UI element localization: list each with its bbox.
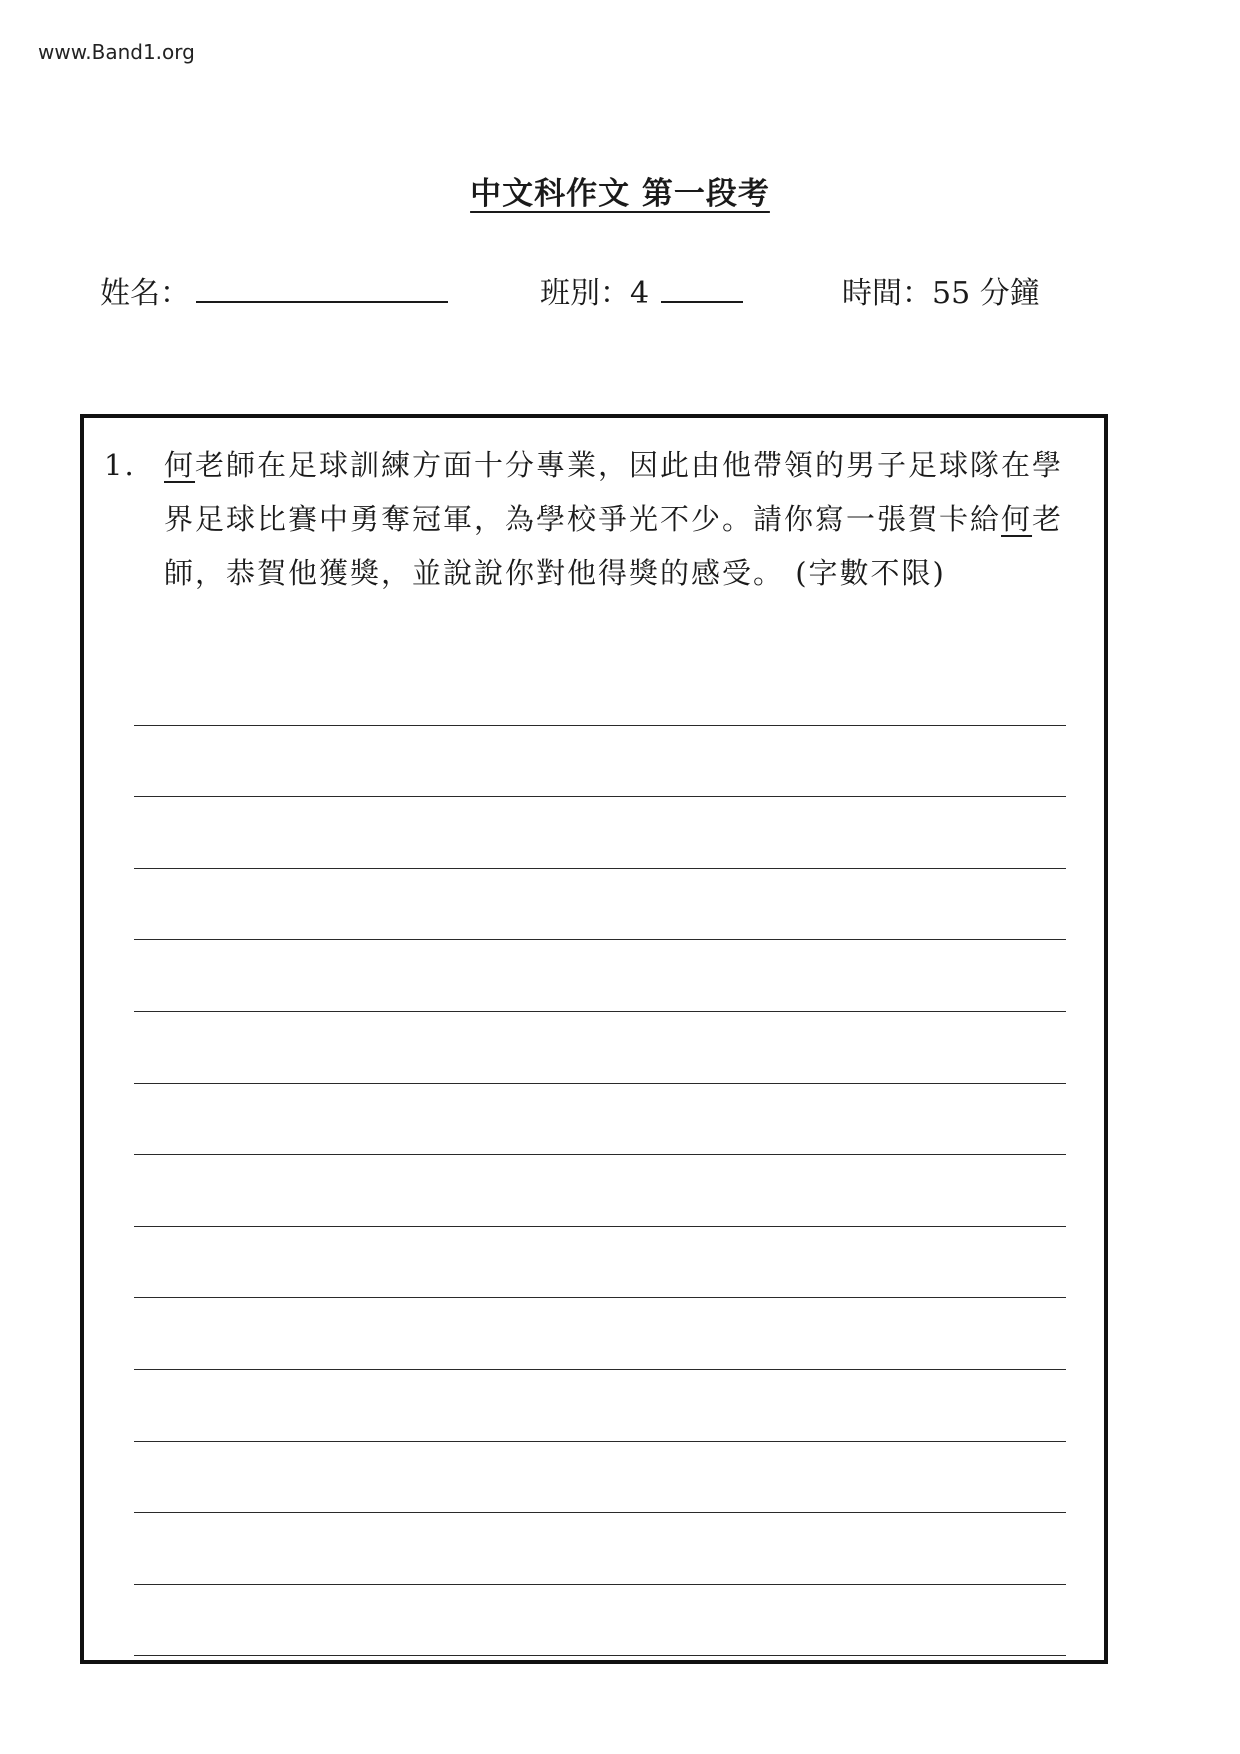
writing-line[interactable] bbox=[134, 797, 1066, 869]
question-box bbox=[80, 414, 1108, 1664]
class-field bbox=[540, 268, 743, 312]
writing-line[interactable] bbox=[134, 940, 1066, 1012]
writing-line[interactable] bbox=[134, 1370, 1066, 1442]
writing-line[interactable] bbox=[134, 1298, 1066, 1370]
writing-line[interactable] bbox=[134, 1227, 1066, 1299]
question-text-part1: 老師在足球訓練方面十分專業，因此由他帶領的男子足球隊在學界足球比賽中勇奪冠軍，為學校爭光不少。請你寫一張賀卡給 bbox=[164, 448, 1064, 536]
writing-line[interactable] bbox=[134, 1513, 1066, 1585]
teacher-surname: 何 bbox=[164, 448, 196, 482]
question-prompt bbox=[104, 438, 1094, 600]
teacher-surname-2: 何 bbox=[1001, 502, 1033, 536]
writing-line[interactable] bbox=[134, 869, 1066, 941]
website-url: www.Band1.org bbox=[38, 40, 195, 64]
question-text-part2: 老師，恭賀他獲獎，並說說你對他得獎的感受。 (字數不限) bbox=[164, 502, 1064, 590]
writing-line[interactable] bbox=[134, 726, 1066, 798]
writing-area[interactable] bbox=[134, 654, 1066, 1656]
name-label: 姓名： bbox=[100, 276, 190, 311]
page-title-text: 中文科作文 第一段考 bbox=[470, 176, 770, 212]
writing-line[interactable] bbox=[134, 1155, 1066, 1227]
writing-line[interactable] bbox=[134, 1084, 1066, 1156]
writing-line[interactable] bbox=[134, 1585, 1066, 1657]
name-blank[interactable] bbox=[196, 297, 448, 303]
writing-line[interactable] bbox=[134, 654, 1066, 726]
class-blank[interactable] bbox=[661, 297, 743, 303]
page-title bbox=[0, 168, 1240, 213]
name-field bbox=[100, 268, 448, 312]
writing-line[interactable] bbox=[134, 1012, 1066, 1084]
time-label: 時間：55 分鐘 bbox=[842, 276, 1040, 311]
time-field bbox=[842, 268, 1040, 312]
question-text bbox=[164, 438, 1094, 600]
writing-line[interactable] bbox=[134, 1442, 1066, 1514]
question-number: 1. bbox=[104, 448, 136, 482]
class-label: 班別：4 bbox=[540, 276, 650, 311]
